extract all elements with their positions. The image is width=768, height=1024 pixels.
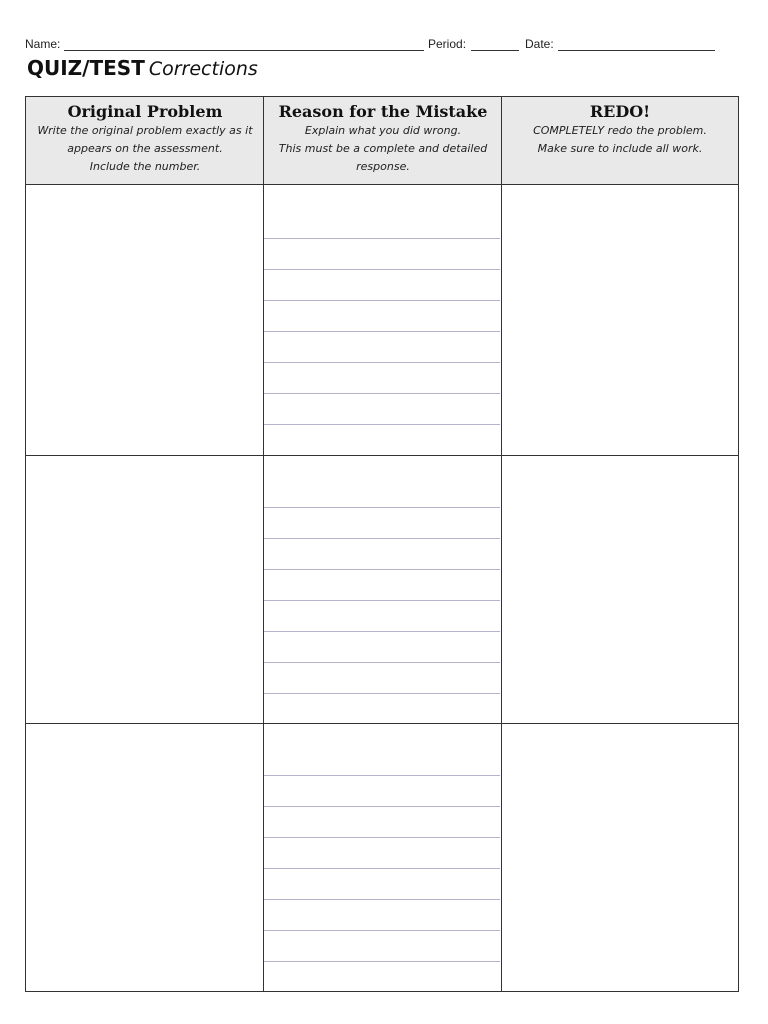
- writing-line[interactable]: [264, 569, 500, 570]
- writing-line[interactable]: [264, 899, 500, 900]
- row-separator: [26, 723, 738, 724]
- title-bold: QUIZ/TEST: [27, 56, 145, 80]
- table-header-row: [26, 97, 738, 185]
- header-redo: [502, 97, 738, 185]
- period-field[interactable]: [471, 50, 519, 51]
- column-instructions: [502, 122, 738, 158]
- row-separator: [26, 455, 738, 456]
- writing-line[interactable]: [264, 631, 500, 632]
- writing-line[interactable]: [264, 693, 500, 694]
- column-title: Reason for the Mistake: [278, 102, 488, 121]
- writing-line[interactable]: [264, 238, 500, 239]
- column-title: Original Problem: [67, 102, 223, 121]
- writing-line[interactable]: [264, 961, 500, 962]
- instruction-line: Include the number.: [89, 160, 201, 173]
- column-divider: [263, 97, 264, 991]
- writing-line[interactable]: [264, 362, 500, 363]
- name-field[interactable]: [64, 50, 424, 51]
- column-title: REDO!: [589, 102, 651, 121]
- name-label: Name:: [25, 37, 61, 51]
- student-info-line: [25, 36, 745, 52]
- writing-line[interactable]: [264, 662, 500, 663]
- writing-line[interactable]: [264, 600, 500, 601]
- title-script: Corrections: [148, 58, 258, 80]
- instruction-line: This must be a complete and detailed: [278, 142, 488, 155]
- writing-line[interactable]: [264, 775, 500, 776]
- writing-line[interactable]: [264, 393, 500, 394]
- writing-line[interactable]: [264, 300, 500, 301]
- instruction-line: appears on the assessment.: [67, 142, 223, 155]
- page-title: [27, 56, 258, 80]
- corrections-table: [25, 96, 739, 992]
- column-instructions: [26, 122, 264, 176]
- period-label: Period:: [428, 37, 467, 51]
- writing-line[interactable]: [264, 837, 500, 838]
- column-divider: [501, 97, 502, 991]
- instruction-line: Explain what you did wrong.: [304, 124, 462, 137]
- writing-line[interactable]: [264, 331, 500, 332]
- instruction-line: response.: [356, 160, 410, 173]
- writing-line[interactable]: [264, 538, 500, 539]
- date-label: Date:: [525, 37, 554, 51]
- instruction-line: COMPLETELY redo the problem.: [533, 124, 707, 137]
- instruction-line: Make sure to include all work.: [537, 142, 703, 155]
- writing-line[interactable]: [264, 930, 500, 931]
- writing-line[interactable]: [264, 806, 500, 807]
- writing-line[interactable]: [264, 868, 500, 869]
- writing-line[interactable]: [264, 269, 500, 270]
- instruction-line: Write the original problem exactly as it: [37, 124, 253, 137]
- date-field[interactable]: [558, 50, 715, 51]
- header-reason-for-mistake: [264, 97, 502, 185]
- column-instructions: [264, 122, 502, 176]
- header-original-problem: [26, 97, 264, 185]
- writing-line[interactable]: [264, 424, 500, 425]
- writing-line[interactable]: [264, 507, 500, 508]
